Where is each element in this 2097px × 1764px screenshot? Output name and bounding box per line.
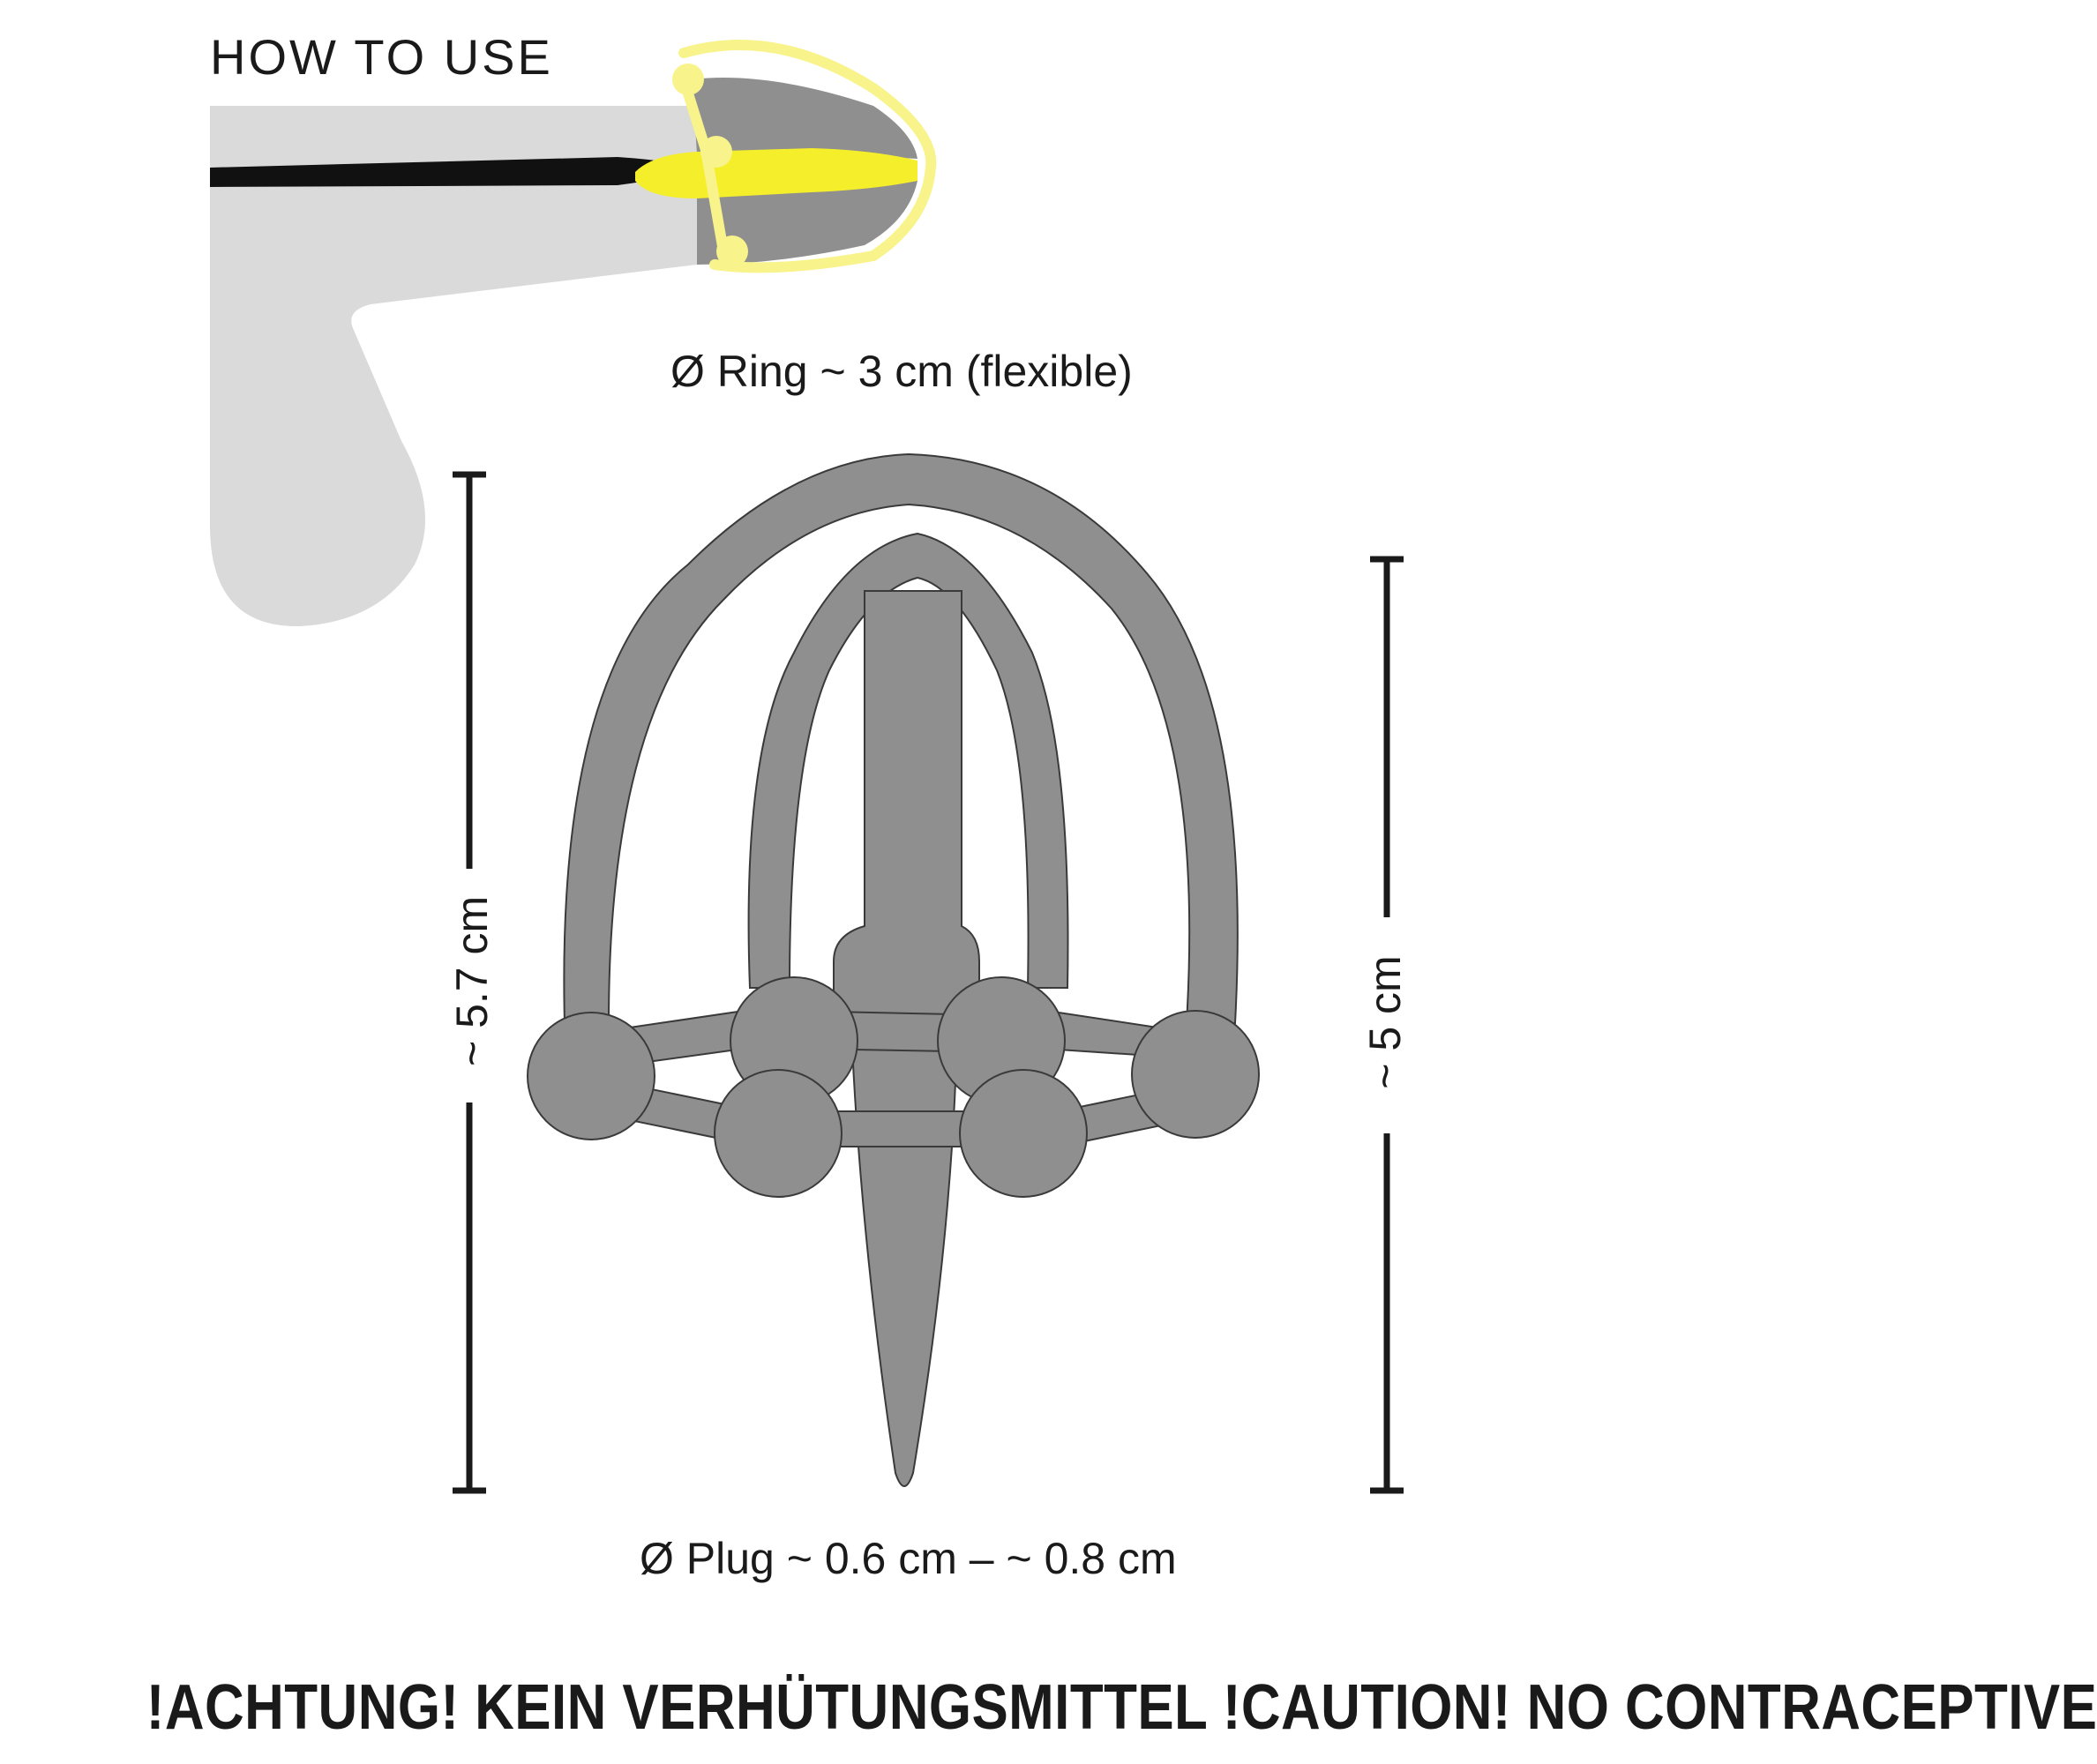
height-cage-label: ~ 5 cm [1360,955,1410,1089]
plug-diameter-label: Ø Plug ~ 0.6 cm – ~ 0.8 cm [640,1534,1177,1583]
how-to-use-heading: HOW TO USE [210,29,553,85]
ring-bead-lower-right [960,1070,1087,1197]
ring-bead-bottom [716,235,748,267]
ring-bead-middle [700,136,732,168]
ring-bead-far-left [528,1013,655,1140]
how-to-use-illustration [210,45,931,626]
height-total-label: ~ 5.7 cm [447,895,497,1066]
ring-bead-top [672,64,704,95]
ring-bead-far-right [1132,1011,1259,1138]
ring-diameter-label: Ø Ring ~ 3 cm (flexible) [670,347,1133,396]
product-drawing [528,454,1259,1486]
warning-banner: !ACHTUNG! KEIN VERHÜTUNGSMITTEL !CAUTION! NO CONTRACEPTIVE [146,1672,2097,1743]
ring-bead-lower-left [715,1070,842,1197]
